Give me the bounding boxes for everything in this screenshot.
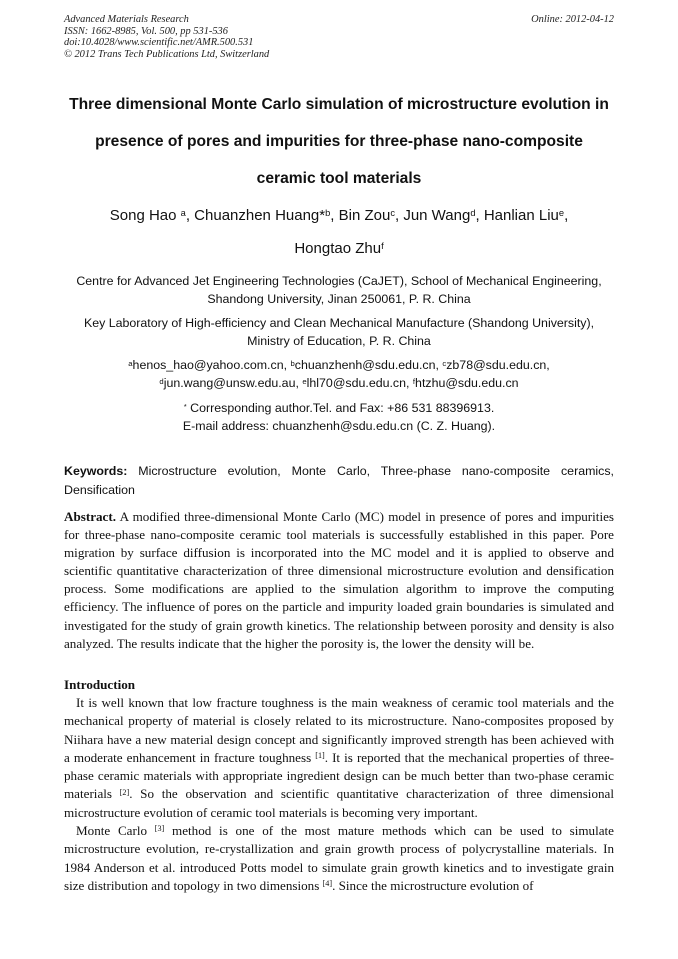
title-line: ceramic tool materials xyxy=(256,170,422,187)
author-line xyxy=(40,232,638,265)
online-date: Online: 2012-04-12 xyxy=(531,14,614,25)
author-affiliation-mark: d xyxy=(470,207,476,218)
paragraph xyxy=(64,822,614,895)
author-affiliation-mark: f xyxy=(381,240,384,251)
paragraph-text: . Since the microstructure evolution of xyxy=(332,877,534,893)
corresponding-author xyxy=(40,399,638,435)
paragraph-text: It is well known that low fracture toughness is the main weakness of ceramic tool materials and the mechanical property of material is closely related to its microstructure. Nano-composites proposed by Niihara have a new material design concept and significantly improved strength has been achieved with a moderate enhancement in fracture toughness xyxy=(64,695,614,765)
keywords xyxy=(64,462,614,499)
email-address: lhl70@sdu.edu.cn, xyxy=(306,376,413,390)
email-address: htzhu@sdu.edu.cn xyxy=(415,376,519,390)
abstract-text: A modified three-dimensional Monte Carlo (MC) model in presence of pores and impurities for three-phase nano-composite ceramic tool materials is successfully established in this paper. Pore migration by surface diffusion is incorporated into the MC model and it is applied to observe and scientific quantitative characterization of three dimensional microstructure evolution and densification process. Some modifications are applied to the simulation algorithm to improve the computing efficiency. The influence of pores on the particle and impurity loaded grain boundaries is simulated and investigated for the study of grain growth kinetics. The relationship between porosity and density is also analyzed. The results indicate that the higher the porosity is, the lower the density will be. xyxy=(64,509,614,651)
affiliation-cajet xyxy=(40,272,638,308)
paper-title xyxy=(50,86,628,197)
introduction-heading: Introduction xyxy=(64,677,136,692)
author-separator: , xyxy=(185,207,195,224)
author-separator: , xyxy=(475,207,484,224)
corresponding-contact: Corresponding author.Tel. and Fax: +86 531 88396913. xyxy=(186,401,495,415)
affiliation-line: Key Laboratory of High-efficiency and Clean Mechanical Manufacture (Shandong University), xyxy=(83,316,595,330)
paragraph-text: . So the observation and scientific quantitative characterization of three dimensional microstructure evolution of ceramic tool materials is becoming very important. xyxy=(64,786,614,820)
keywords-label: Keywords: xyxy=(64,464,128,478)
citation: [2] xyxy=(119,787,130,797)
corresponding-line xyxy=(40,399,638,417)
paragraph xyxy=(64,694,614,822)
author-name: Song Hao xyxy=(109,207,177,224)
email-mark: d xyxy=(159,376,164,386)
citation: [1] xyxy=(315,751,325,761)
affiliation-line: Ministry of Education, P. R. China xyxy=(247,334,431,348)
email-address: chuanzhenh@sdu.edu.cn, xyxy=(294,358,443,372)
paragraph-text: . It is reported that the mechanical properties of three-phase ceramic materials with appropriate ingredient design can be much better than two-phase ceramic materials xyxy=(64,749,615,802)
affiliation-key-lab xyxy=(40,314,638,350)
email-address: jun.wang@unsw.edu.au, xyxy=(163,376,303,390)
journal-copyright: © 2012 Trans Tech Publications Ltd, Switzerland xyxy=(64,48,270,60)
email-line xyxy=(40,356,638,374)
citation: [3] xyxy=(154,824,165,834)
email-address: henos_hao@yahoo.com.cn, xyxy=(132,358,291,372)
journal-doi: doi:10.4028/www.scientific.net/AMR.500.531 xyxy=(64,37,254,49)
email-mark: f xyxy=(412,376,416,386)
journal-issn: ISSN: 1662-8985, Vol. 500, pp 531-536 xyxy=(64,25,228,37)
author-list xyxy=(40,199,638,265)
email-mark: c xyxy=(442,358,447,368)
author-line xyxy=(40,199,638,232)
author-name: Jun Wang xyxy=(403,207,471,224)
author-affiliation-mark: e xyxy=(558,207,565,218)
author-name: Hongtao Zhu xyxy=(294,240,382,257)
title-line: presence of pores and impurities for three-phase nano-composite xyxy=(95,133,583,150)
author-affiliation-mark: b xyxy=(325,207,331,218)
paragraph-text: method is one of the most mature methods which can be used to simulate microstructure evolution, re-crystallization and grain growth process of polycrystalline materials. In 1984 Anderson et al. introduced Potts model to simulate grain growth kinetics and to investigate grain size distribution and topology in two dimensions xyxy=(64,823,614,893)
journal-name: Advanced Materials Research xyxy=(64,14,189,25)
author-separator: , xyxy=(394,207,404,224)
introduction-body xyxy=(64,694,614,895)
author-name: Chuanzhen Huang* xyxy=(194,207,326,224)
author-affiliation-mark: c xyxy=(390,207,395,218)
email-list xyxy=(40,356,638,392)
paragraph-text: Monte Carlo xyxy=(76,823,155,839)
email-address: zb78@sdu.edu.cn, xyxy=(446,358,550,372)
title-line: Three dimensional Monte Carlo simulation of microstructure evolution in xyxy=(69,96,609,113)
keywords-text: Microstructure evolution, Monte Carlo, Three-phase nano-composite ceramics, Densification xyxy=(64,464,614,497)
author-name: Bin Zou xyxy=(338,207,391,224)
affiliation-line: Shandong University, Jinan 250061, P. R. China xyxy=(207,292,471,306)
author-affiliation-mark: a xyxy=(180,207,186,218)
journal-header xyxy=(64,14,269,60)
abstract xyxy=(64,508,614,653)
citation: [4] xyxy=(322,879,333,889)
corresponding-mark: * xyxy=(183,401,187,411)
affiliation-line: Centre for Advanced Jet Engineering Technologies (CaJET), School of Mechanical Engineering, xyxy=(76,274,602,288)
email-mark: e xyxy=(302,376,307,386)
abstract-label: Abstract. xyxy=(64,509,116,524)
corresponding-email: E-mail address: chuanzhenh@sdu.edu.cn (C. Z. Huang). xyxy=(182,419,496,433)
email-mark: a xyxy=(128,358,133,368)
author-separator: , xyxy=(330,207,339,224)
email-mark: b xyxy=(290,358,295,368)
author-separator: , xyxy=(564,207,569,224)
author-name: Hanlian Liu xyxy=(483,207,559,224)
email-line xyxy=(40,374,638,392)
